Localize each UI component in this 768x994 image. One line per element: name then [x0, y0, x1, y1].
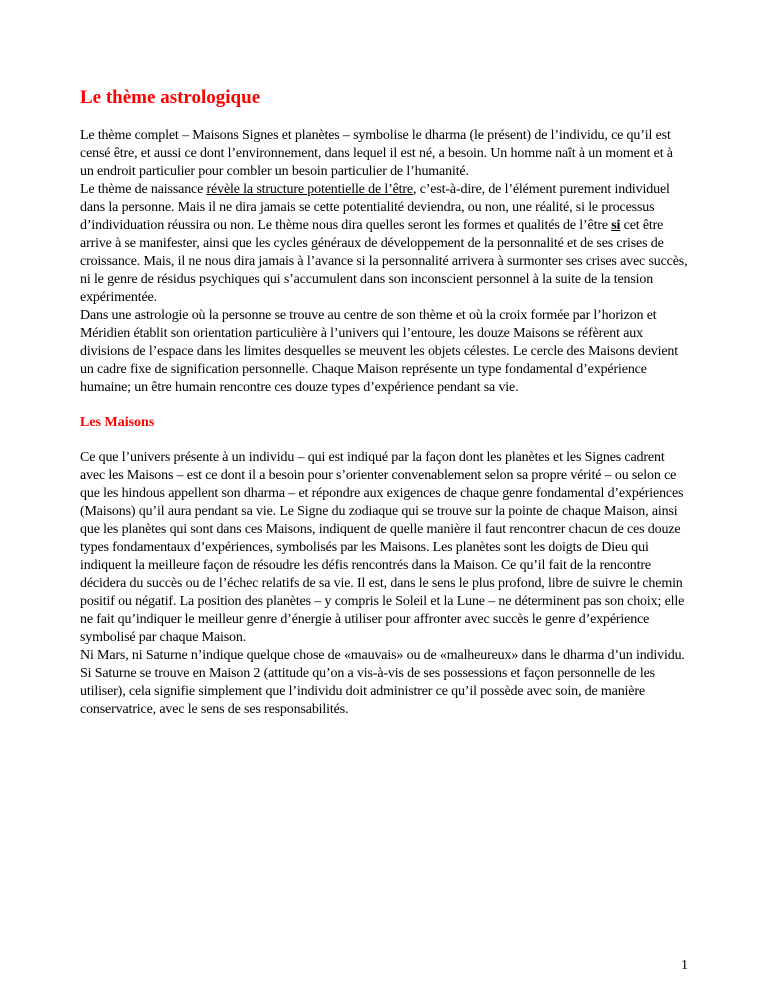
maisons-paragraph-2: Ni Mars, ni Saturne n’indique quelque chose de «mauvais» ou de «malheureux» dans le dharma d’un individu. Si Saturne se trouve en Maison 2 (attitude qu’on a vis-à-vis de ses possessions et façon personnelle de les utiliser), cela signifie simplement que l’individu doit administrer ce qu’il possède avec soin, de manière conservatrice, avec le sens de ses responsabilités.	[80, 648, 685, 717]
natal-emphasis-word: si	[611, 218, 621, 233]
natal-text-middle: , c’est-à-dire, de l’élément purement individuel dans la personne. Mais il ne dira jamais se cette potentialité deviendra, ou non, une réalité, si le processus d’individuation réussira ou non. Le thème nous dira quelles seront les formes et qualités de l’être	[80, 182, 670, 233]
document-title: Le thème astrologique	[80, 87, 261, 108]
page-content	[80, 86, 688, 719]
maisons-paragraph-1: Ce que l’univers présente à un individu – qui est indiqué par la façon dont les planètes et les Signes cadrent avec les Maisons – est ce dont il a besoin pour s’orienter convenablement selon sa propre vérité – ou selon ce que les hindous appellent son dharma – et répondre aux exigences de chaque genre fondamental d’expériences (Maisons) qu’il aura pendant sa vie. Le Signe du zodiaque qui se trouve sur la pointe de chaque Maison, ainsi que les planètes qui sont dans ces Maisons, indiquent de quelle manière il faut rencontrer chacun de ces douze types fondamentaux d’expériences, symbolisés par les Maisons. Les planètes sont les doigts de Dieu qui indiquent la meilleure façon de résoudre les défis rencontrés dans la Maison. Ce qu’il fait de la rencontre décidera du succès ou de l’échec relatifs de sa vie. Il est, dans le sens le plus profond, libre de suivre le chemin positif ou négatif. La position des planètes – y compris le Soleil et la Lune – ne déterminent pas son choix; elle ne fait qu’indiquer le meilleur genre d’énergie à utiliser pour affronter avec succès le genre d’expérience symbolisé par chaque Maison.	[80, 450, 685, 645]
natal-chart-paragraph	[80, 181, 688, 307]
natal-text-start: Le thème de naissance	[80, 182, 207, 197]
natal-underlined-phrase: révèle la structure potentielle de l’être	[206, 182, 413, 197]
page-number: 1	[681, 958, 688, 973]
intro-paragraph: Le thème complet – Maisons Signes et planètes – symbolise le dharma (le présent) de l’individu, ce qu’il est censé être, et aussi ce dont l’environnement, dans lequel il est né, a besoin. Un homme naît à un moment et à un endroit particulier pour combler un besoin particulier de l’humanité.	[80, 128, 673, 179]
houses-intro-paragraph: Dans une astrologie où la personne se trouve au centre de son thème et où la croix formée par l’horizon et Méridien établit son orientation particulière à l’univers qui l’entoure, les douze Maisons se réfèrent aux divisions de l’espace dans les limites desquelles se meuvent les objets célestes. Le cercle des Maisons devient un cadre fixe de signification personnelle. Chaque Maison représente un type fondamental d’expérience humaine; un être humain rencontre ces douze types d’expérience pendant sa vie.	[80, 308, 679, 395]
natal-text-end: cet être arrive à se manifester, ainsi que les cycles généraux de développement de la personnalité et de ses crises de croissance. Mais, il ne nous dira jamais à l’avance si la personnalité arrivera à surmonter ses crises avec succès, ni le genre de résidus psychiques qui s’accumulent dans son inconscient personnel à la suite de la tension expérimentée.	[80, 218, 688, 305]
section-heading-maisons: Les Maisons	[80, 415, 155, 430]
